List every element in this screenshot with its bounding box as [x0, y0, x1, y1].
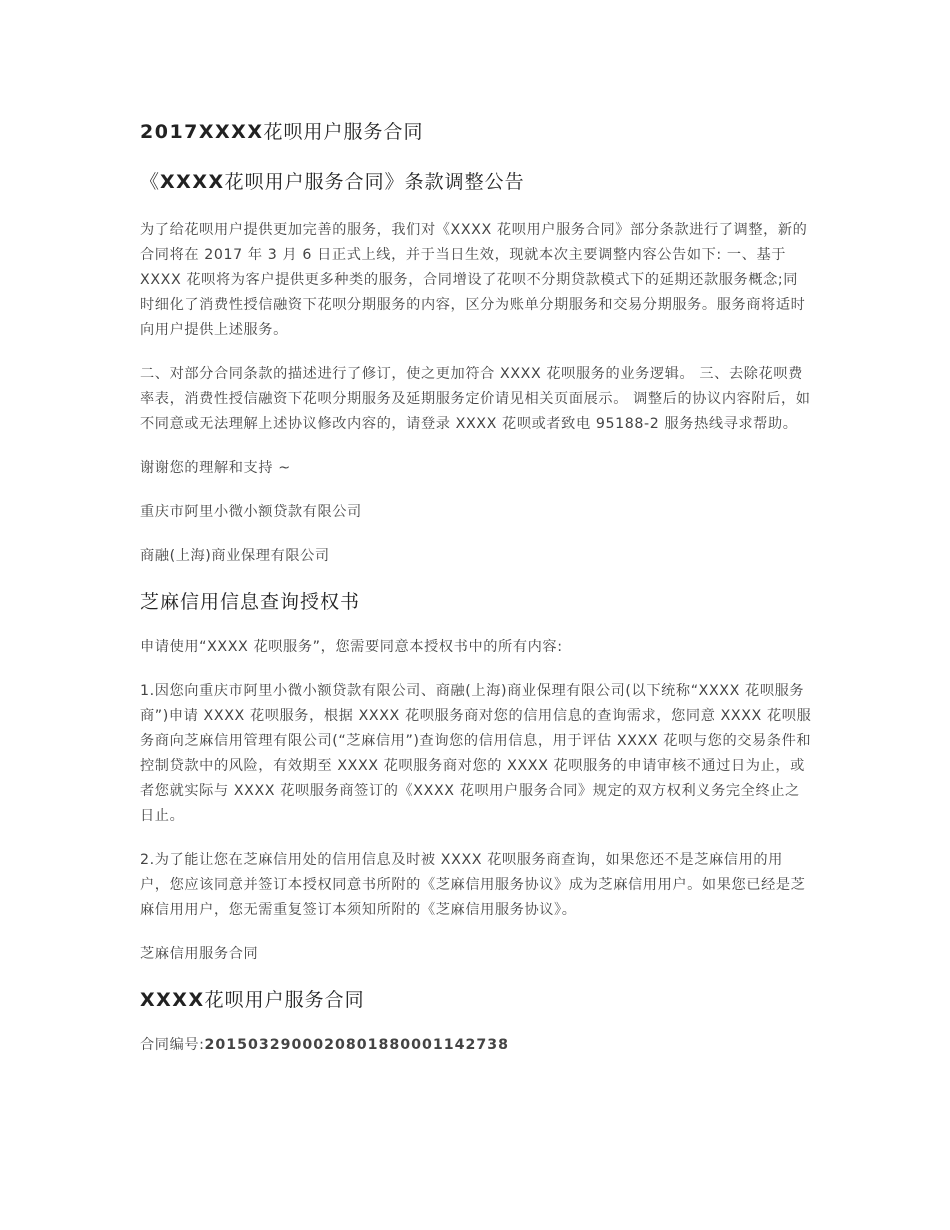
notice-title [140, 168, 812, 196]
company-name-1: 重庆市阿里小微小额贷款有限公司 [140, 504, 362, 520]
contract-title-text: 花呗用户服务合同 [204, 989, 365, 1011]
thanks-line: 谢谢您的理解和支持 ~ [140, 460, 291, 476]
authorization-clause-2: 2.为了能让您在芝麻信用处的信用信息及时被 XXXX 花呗服务商查询，如果您还不是芝麻信用的用户，您应该同意并签订本授权同意书所附的《芝麻信用服务协议》成为芝麻信用用户。如果您已经是芝麻信用用户，您无需重复签订本须知所附的《芝麻信用服务协议》。 [140, 852, 806, 918]
contract-title-bold: XXXX [140, 989, 205, 1011]
contract-number-label: 合同编号: [140, 1037, 205, 1053]
contract-number [140, 1033, 812, 1058]
authorization-intro: 申请使用“XXXX 花呗服务”，您需要同意本授权书中的所有内容: [140, 639, 563, 655]
authorization-title: 芝麻信用信息查询授权书 [140, 591, 361, 613]
title-year-prefix: 2017XXXX [140, 121, 264, 143]
document-title [140, 118, 812, 146]
notice-title-bold: XXXX [160, 171, 225, 193]
contract-number-value: 2015032900020801880001142738 [204, 1037, 509, 1053]
zhima-contract-label: 芝麻信用服务合同 [140, 946, 259, 962]
contract-title [140, 986, 812, 1014]
notice-title-bracket: 《 [140, 171, 161, 193]
document-page [140, 118, 812, 1058]
notice-title-text: 花呗用户服务合同》条款调整公告 [224, 171, 525, 193]
notice-paragraph-1: 为了给花呗用户提供更加完善的服务，我们对《XXXX 花呗用户服务合同》部分条款进行了调整，新的合同将在 2017 年 3 月 6 日正式上线，并于当日生效，现就本次主要调整内容公告如下: 一、基于 XXXX 花呗将为客户提供更多种类的服务，合同增设了花呗不分期贷款模式下的延期还款服务概念;同时细化了消费性授信融资下花呗分期服务的内容，区分为账单分期服务和交易分期服务。服务商将适时向用户提供上述服务。 [140, 222, 808, 338]
authorization-clause-1: 1.因您向重庆市阿里小微小额贷款有限公司、商融(上海)商业保理有限公司(以下统称“XXXX 花呗服务商”)申请 XXXX 花呗服务，根据 XXXX 花呗服务商对您的信用信息的查询需求，您同意 XXXX 花呗服务商向芝麻信用管理有限公司(“芝麻信用”)查询您的信用信息，用于评估 XXXX 花呗与您的交易条件和控制贷款中的风险，有效期至 XXXX 花呗服务商对您的 XXXX 花呗服务的申请审核不通过日为止，或者您就实际与 XXXX 花呗服务商签订的《XXXX 花呗用户服务合同》规定的双方权利义务完全终止之日止。 [140, 683, 812, 824]
company-name-2: 商融(上海)商业保理有限公司 [140, 548, 330, 564]
title-text: 花呗用户服务合同 [263, 121, 424, 143]
notice-paragraph-2: 二、对部分合同条款的描述进行了修订，使之更加符合 XXXX 花呗服务的业务逻辑。 三、去除花呗费率表，消费性授信融资下花呗分期服务及延期服务定价请见相关页面展示。 调整后的协议内容附后，如不同意或无法理解上述协议修改内容的，请登录 XXXX 花呗或者致电 95188-2 服务热线寻求帮助。 [140, 366, 811, 432]
